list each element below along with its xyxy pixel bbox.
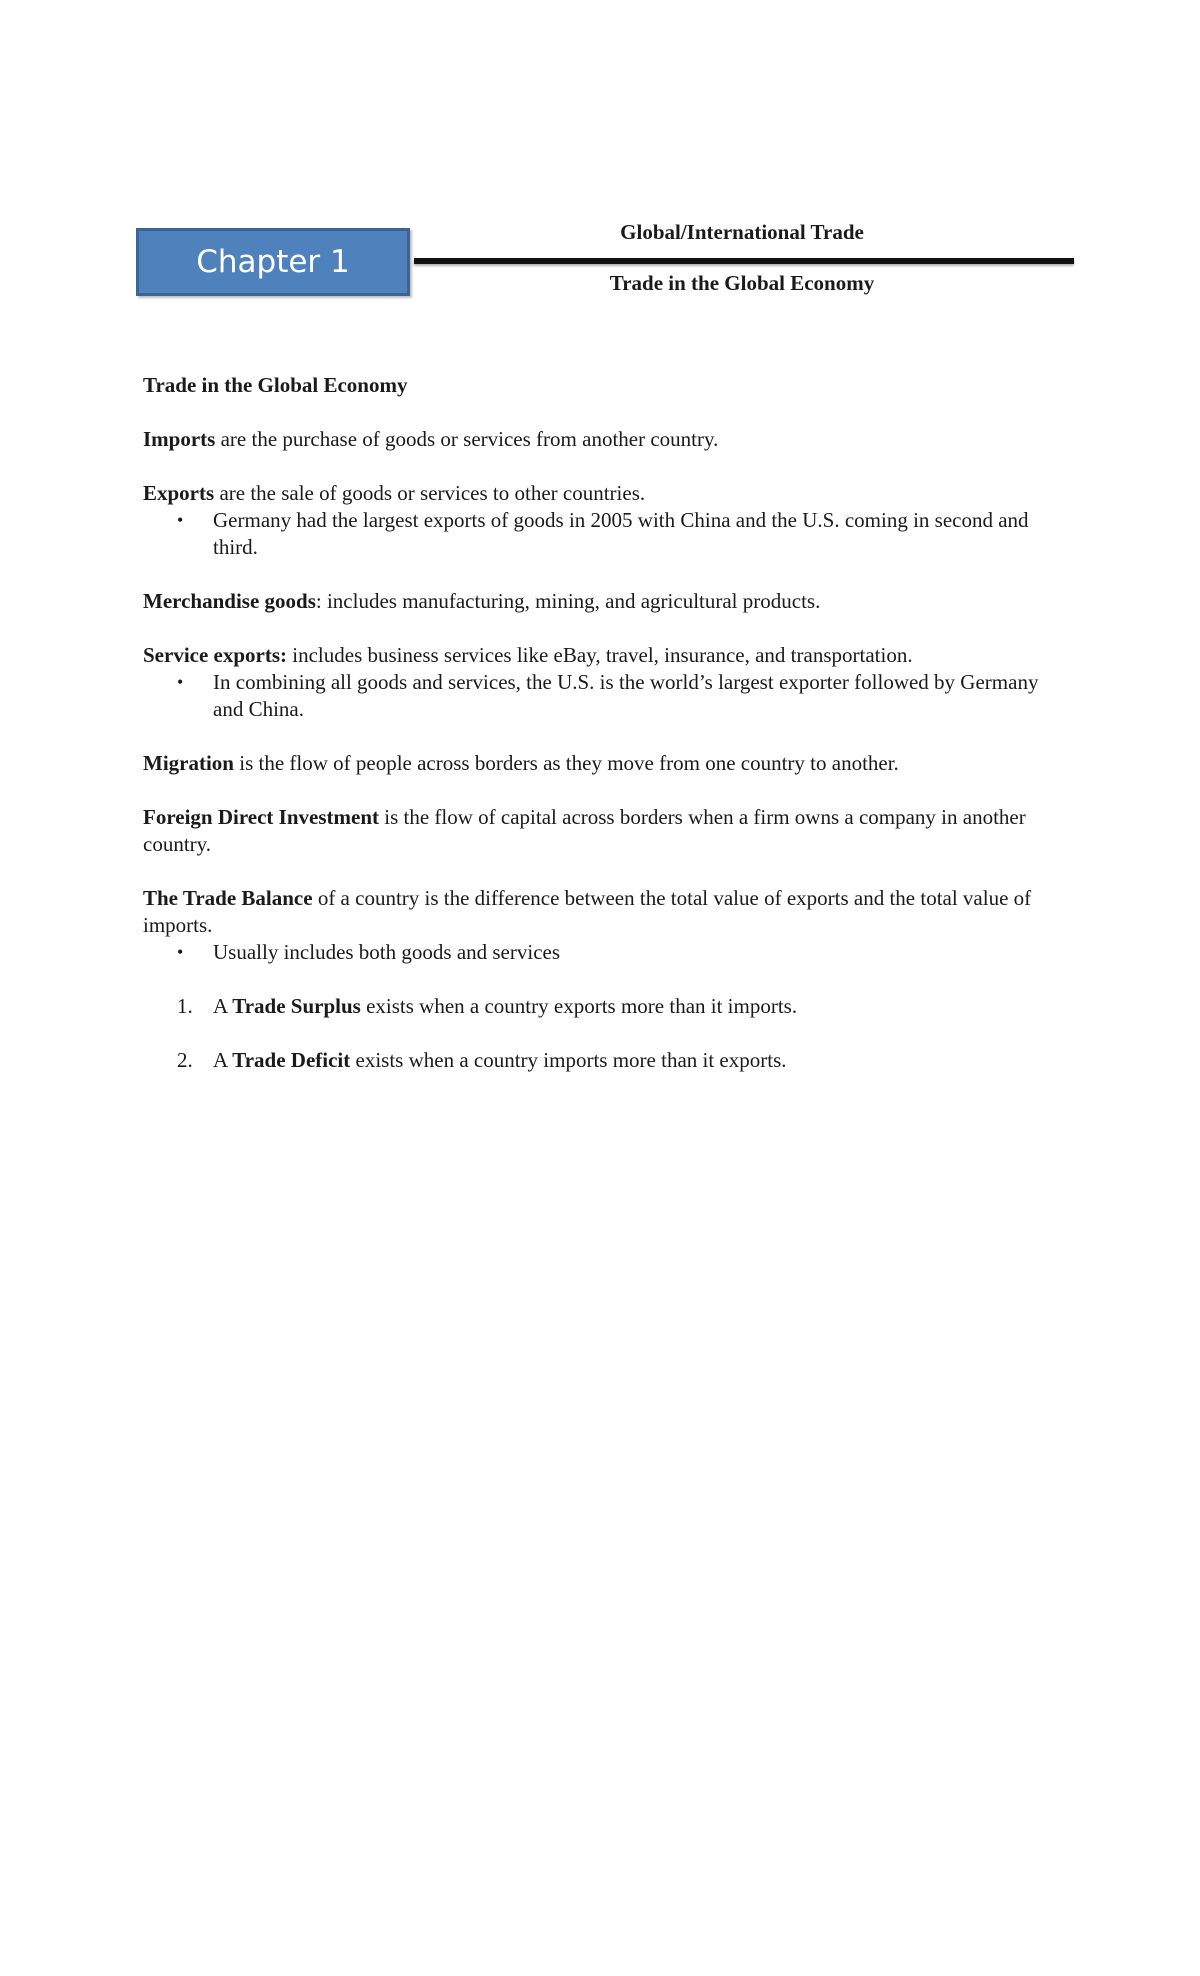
trade-balance-definition [143, 885, 1063, 939]
bullet-icon: • [177, 942, 184, 962]
exports-text: are the sale of goods or services to other countries. [214, 481, 646, 505]
list-item [143, 507, 1063, 561]
list-text-prefix: A [213, 994, 233, 1018]
list-item [143, 993, 1063, 1020]
service-bullet-list [143, 669, 1063, 723]
service-term: Service exports: [143, 643, 288, 667]
exports-definition [143, 480, 1063, 507]
service-text: includes business services like eBay, travel, insurance, and transportation. [287, 643, 913, 667]
fdi-definition [143, 804, 1063, 858]
migration-term: Migration [143, 751, 234, 775]
list-text-prefix: A [213, 1048, 233, 1072]
bullet-icon: • [177, 510, 184, 530]
list-text: exists when a country exports more than it imports. [360, 994, 798, 1018]
list-item [143, 1047, 1063, 1074]
list-item [143, 669, 1063, 723]
section-heading: Trade in the Global Economy [143, 373, 408, 397]
list-number: 1. [177, 994, 193, 1018]
fdi-text: is the flow of capital across borders when a firm owns a company in another country. [143, 805, 1026, 856]
header-divider [414, 258, 1074, 264]
trade-balance-bullet-list [143, 939, 1063, 966]
bullet-icon: • [177, 672, 184, 692]
trade-balance-term: The Trade Balance [143, 886, 313, 910]
merchandise-text: : includes manufacturing, mining, and agricultural products. [315, 589, 821, 613]
imports-term: Imports [143, 427, 216, 451]
trade-deficit-term: Trade Deficit [232, 1048, 351, 1072]
list-text: exists when a country imports more than it exports. [350, 1048, 787, 1072]
fdi-term: Foreign Direct Investment [143, 805, 380, 829]
merchandise-definition [143, 588, 1063, 615]
list-item [143, 939, 1063, 966]
header-title: Global/International Trade [620, 220, 864, 244]
document-body [143, 372, 1063, 1101]
service-bullet-text: In combining all goods and services, the U.S. is the world’s largest exporter followed by Germany and China. [213, 670, 1039, 721]
imports-definition [143, 426, 1063, 453]
numbered-list [143, 993, 1063, 1074]
list-number: 2. [177, 1048, 193, 1072]
exports-bullet-list [143, 507, 1063, 561]
migration-text: is the flow of people across borders as they move from one country to another. [233, 751, 899, 775]
chapter-label-box [136, 228, 410, 296]
chapter-label: Chapter 1 [196, 244, 350, 280]
header-subtitle: Trade in the Global Economy [609, 271, 875, 295]
exports-term: Exports [143, 481, 215, 505]
merchandise-term: Merchandise goods [143, 589, 316, 613]
imports-text: are the purchase of goods or services from another country. [215, 427, 719, 451]
service-definition [143, 642, 1063, 669]
trade-balance-bullet-text: Usually includes both goods and services [213, 940, 561, 964]
migration-definition [143, 750, 1063, 777]
trade-balance-text: of a country is the difference between the total value of exports and the total value of imports. [143, 886, 1032, 937]
exports-bullet-text: Germany had the largest exports of goods in 2005 with China and the U.S. coming in second and third. [213, 508, 1029, 559]
trade-surplus-term: Trade Surplus [232, 994, 361, 1018]
